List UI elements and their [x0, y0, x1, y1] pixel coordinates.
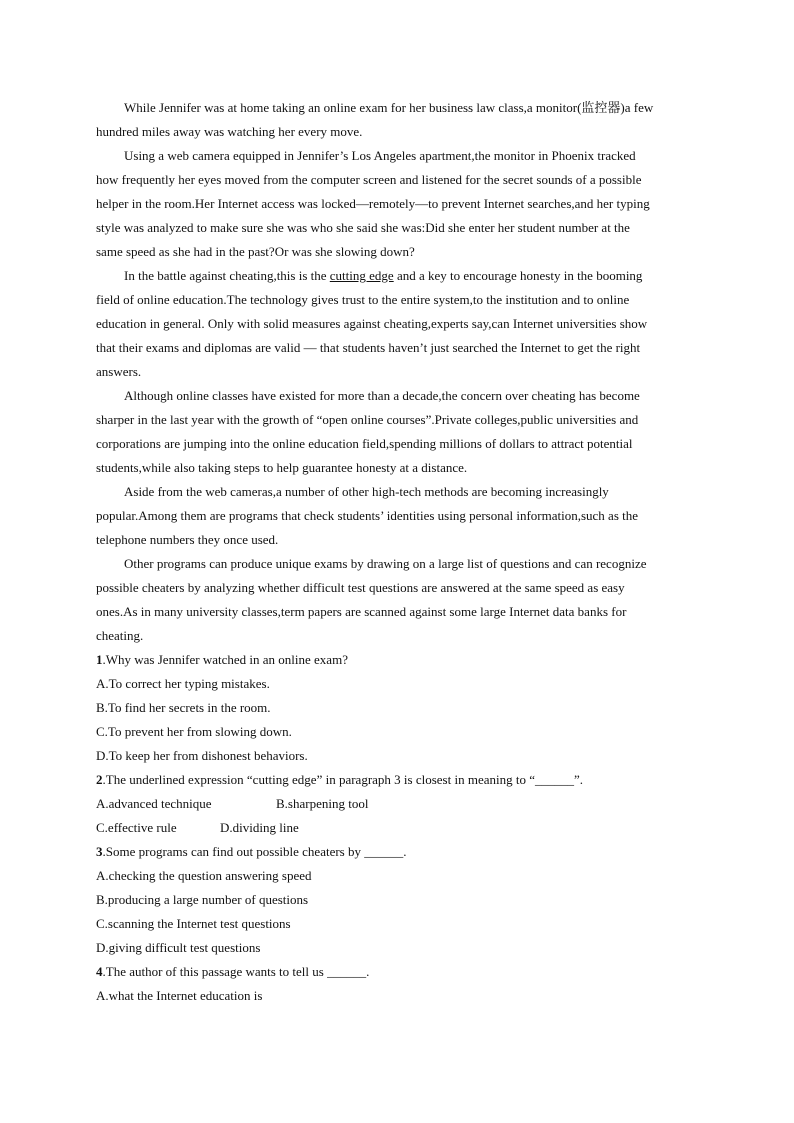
answer-option: B.sharpening tool	[276, 796, 369, 811]
question-number: 3	[96, 844, 103, 859]
text-line: Aside from the web cameras,a number of other high-tech methods are becoming increasingly	[124, 484, 609, 499]
question-text: .The underlined expression “cutting edge” in paragraph 3 is closest in meaning to “______”.	[102, 772, 583, 787]
answer-option: A.what the Internet education is	[96, 988, 263, 1003]
text-line: telephone numbers they once used.	[96, 532, 279, 547]
answer-option: A.checking the question answering speed	[96, 868, 312, 883]
answer-option: A.To correct her typing mistakes.	[96, 676, 270, 691]
question-3	[96, 840, 698, 960]
text-line: field of online education.The technology gives trust to the entire system,to the institution and to online	[96, 292, 630, 307]
text-line: that their exams and diplomas are valid — that students haven’t just searched the Internet to get the right	[96, 340, 641, 355]
text-line: Using a web camera equipped in Jennifer’s Los Angeles apartment,the monitor in Phoenix tracked	[124, 148, 636, 163]
text-line: how frequently her eyes moved from the computer screen and listened for the secret sounds of a possible	[96, 172, 642, 187]
answer-option: A.advanced technique	[96, 796, 212, 811]
text-line: helper in the room.Her Internet access was locked—remotely—to prevent Internet searches,and her typing	[96, 196, 650, 211]
text-line: Other programs can produce unique exams by drawing on a large list of questions and can recognize	[124, 556, 647, 571]
passage-paragraph-1	[96, 96, 698, 144]
answer-option: C.effective rule	[96, 820, 177, 835]
answer-option: D.dividing line	[220, 820, 299, 835]
text-line: students,while also taking steps to help guarantee honesty at a distance.	[96, 460, 468, 475]
answer-option: D.giving difficult test questions	[96, 940, 261, 955]
text-line: corporations are jumping into the online education field,spending millions of dollars to attract potential	[96, 436, 633, 451]
answer-option: C.To prevent her from slowing down.	[96, 724, 292, 739]
answer-option: D.To keep her from dishonest behaviors.	[96, 748, 308, 763]
text-line: answers.	[96, 364, 142, 379]
text-line: popular.Among them are programs that check students’ identities using personal information,such as the	[96, 508, 639, 523]
text-line: ones.As in many university classes,term papers are scanned against some large Internet data banks for	[96, 604, 627, 619]
text-line: sharper in the last year with the growth of “open online courses”.Private colleges,public universities and	[96, 412, 639, 427]
question-text: .Some programs can find out possible cheaters by ______.	[102, 844, 407, 859]
question-text: .The author of this passage wants to tell us ______.	[102, 964, 370, 979]
answer-option: B.producing a large number of questions	[96, 892, 309, 907]
passage-paragraph-2	[96, 144, 698, 264]
question-1	[96, 648, 698, 768]
document-content	[96, 96, 698, 1008]
question-number: 2	[96, 772, 103, 787]
text-line: Although online classes have existed for more than a decade,the concern over cheating has become	[124, 388, 640, 403]
answer-option-row	[96, 792, 698, 816]
question-stem	[96, 768, 698, 792]
text-line: same speed as she had in the past?Or was she slowing down?	[96, 244, 415, 259]
text-segment: In the battle against cheating,this is the	[124, 268, 330, 283]
text-segment: and a key to encourage honesty in the booming	[393, 268, 643, 283]
text-line: possible cheaters by analyzing whether difficult test questions are answered at the same speed as easy	[96, 580, 625, 595]
passage-paragraph-6	[96, 552, 698, 648]
passage-paragraph-5	[96, 480, 698, 552]
text-line: education in general. Only with solid measures against cheating,experts say,can Internet universities show	[96, 316, 648, 331]
answer-option-row	[96, 816, 698, 840]
question-stem	[96, 840, 698, 864]
passage-paragraph-4	[96, 384, 698, 480]
text-line: style was analyzed to make sure she was who she said she was:Did she enter her student number at the	[96, 220, 630, 235]
text-line: While Jennifer was at home taking an online exam for her business law class,a monitor(监控器)a few	[124, 100, 654, 115]
question-2	[96, 768, 698, 840]
text-line: hundred miles away was watching her every move.	[96, 124, 363, 139]
answer-option: B.To find her secrets in the room.	[96, 700, 271, 715]
text-line	[96, 264, 698, 288]
answer-option: C.scanning the Internet test questions	[96, 916, 291, 931]
question-number: 1	[96, 652, 103, 667]
text-line: cheating.	[96, 628, 144, 643]
question-4	[96, 960, 698, 1008]
question-stem	[96, 648, 698, 672]
question-number: 4	[96, 964, 103, 979]
underlined-expression: cutting edge	[329, 268, 394, 283]
passage-paragraph-3	[96, 264, 698, 384]
question-stem	[96, 960, 698, 984]
question-text: .Why was Jennifer watched in an online exam?	[102, 652, 348, 667]
